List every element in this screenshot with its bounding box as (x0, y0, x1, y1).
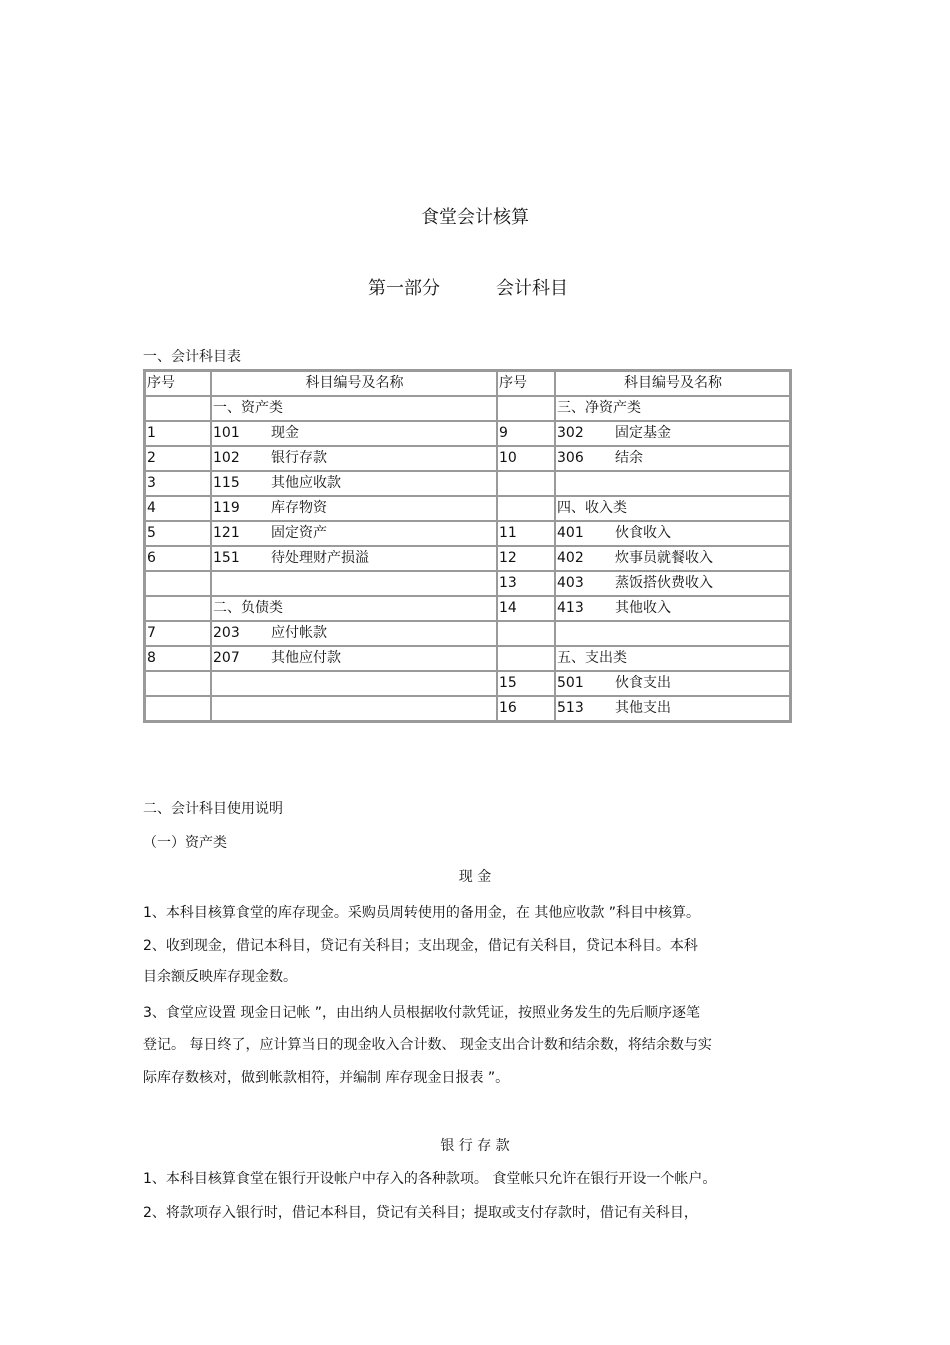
right-account-code: 302 (557, 425, 584, 441)
cash-paragraph-1: 1、本科目核算食堂的库存现金。采购员周转使用的备用金，在 其他应收款 ”科目中核算。 (143, 905, 701, 921)
left-account-name: 待处理财产损溢 (271, 550, 369, 566)
right-seq-cell: 15 (497, 671, 555, 696)
right-account-name: 伙食支出 (615, 675, 671, 691)
right-account-code: 403 (557, 575, 584, 591)
table-header-row (145, 371, 790, 396)
section-heading-usage: 二、会计科目使用说明 (143, 801, 283, 817)
table-row (145, 546, 790, 571)
right-seq-cell (497, 396, 555, 421)
right-account-name: 蒸饭搭伙费收入 (615, 575, 713, 591)
left-seq-cell: 4 (145, 496, 211, 521)
left-seq-cell (145, 696, 211, 721)
right-account-cell (555, 596, 790, 621)
right-account-cell (555, 571, 790, 596)
section-heading-account-table: 一、会计科目表 (143, 349, 241, 365)
left-seq-cell: 8 (145, 646, 211, 671)
right-account-name: 炊事员就餐收入 (615, 550, 713, 566)
left-account-code: 115 (213, 475, 240, 491)
account-table (143, 369, 792, 723)
right-seq-cell: 14 (497, 596, 555, 621)
right-account-code: 413 (557, 600, 584, 616)
bank-paragraph-1: 1、本科目核算食堂在银行开设帐户中存入的各种款项。 食堂帐只允许在银行开设一个帐户。 (143, 1171, 717, 1187)
left-account-cell (211, 696, 497, 721)
left-account-cell (211, 546, 497, 571)
left-seq-cell: 7 (145, 621, 211, 646)
left-seq-cell (145, 396, 211, 421)
left-seq-cell: 5 (145, 521, 211, 546)
left-account-code: 207 (213, 650, 240, 666)
right-seq-cell: 9 (497, 421, 555, 446)
right-account-cell (555, 421, 790, 446)
cash-paragraph-3c: 际库存数核对，做到帐款相符，并编制 库存现金日报表 ”。 (143, 1070, 510, 1086)
left-seq-cell: 1 (145, 421, 211, 446)
left-account-name: 应付帐款 (271, 625, 327, 641)
bank-paragraph-2: 2、将款项存入银行时，借记本科目，贷记有关科目；提取或支付存款时，借记有关科目， (143, 1205, 698, 1221)
left-seq-cell: 3 (145, 471, 211, 496)
right-account-code: 306 (557, 450, 584, 466)
right-account-cell (555, 621, 790, 646)
table-row (145, 696, 790, 721)
part-label: 第一部分 (368, 278, 440, 299)
right-seq-cell: 11 (497, 521, 555, 546)
header-name-right: 科目编号及名称 (555, 371, 790, 396)
right-seq-cell: 10 (497, 446, 555, 471)
right-seq-cell: 13 (497, 571, 555, 596)
table-row (145, 646, 790, 671)
left-account-cell (211, 646, 497, 671)
right-account-name: 五、支出类 (557, 650, 627, 666)
table-row (145, 421, 790, 446)
right-seq-cell: 12 (497, 546, 555, 571)
right-account-name: 伙食收入 (615, 525, 671, 541)
left-account-name: 银行存款 (271, 450, 327, 466)
left-account-name: 库存物资 (271, 500, 327, 516)
right-account-cell (555, 646, 790, 671)
left-account-code: 119 (213, 500, 240, 516)
left-account-code: 203 (213, 625, 240, 641)
left-account-cell (211, 521, 497, 546)
right-account-code: 501 (557, 675, 584, 691)
right-account-code: 401 (557, 525, 584, 541)
right-account-name: 结余 (615, 450, 643, 466)
cash-title: 现 金 (458, 869, 492, 885)
table-row (145, 521, 790, 546)
header-seq-right: 序号 (497, 371, 555, 396)
left-account-cell (211, 596, 497, 621)
left-account-cell (211, 671, 497, 696)
left-account-cell (211, 421, 497, 446)
left-account-code: 151 (213, 550, 240, 566)
left-account-name: 一、资产类 (213, 400, 283, 416)
bank-deposit-title: 银 行 存 款 (440, 1138, 510, 1154)
table-row (145, 596, 790, 621)
right-account-name: 四、收入类 (557, 500, 627, 516)
right-seq-cell (497, 496, 555, 521)
header-name-left: 科目编号及名称 (211, 371, 497, 396)
left-account-code: 121 (213, 525, 240, 541)
subsection-heading-assets: （一）资产类 (143, 835, 227, 851)
table-row (145, 446, 790, 471)
right-account-cell (555, 446, 790, 471)
left-account-cell (211, 621, 497, 646)
right-account-cell (555, 396, 790, 421)
right-account-cell (555, 671, 790, 696)
table-row (145, 471, 790, 496)
table-row (145, 571, 790, 596)
right-account-cell (555, 521, 790, 546)
right-seq-cell: 16 (497, 696, 555, 721)
left-seq-cell (145, 596, 211, 621)
right-account-cell (555, 471, 790, 496)
table-row (145, 496, 790, 521)
part-name: 会计科目 (496, 278, 568, 299)
left-seq-cell (145, 671, 211, 696)
left-account-name: 其他应付款 (271, 650, 341, 666)
left-seq-cell: 6 (145, 546, 211, 571)
left-account-cell (211, 446, 497, 471)
right-seq-cell (497, 621, 555, 646)
right-account-code: 402 (557, 550, 584, 566)
cash-paragraph-2a: 2、收到现金，借记本科目，贷记有关科目；支出现金，借记有关科目，贷记本科目。本科 (143, 938, 698, 954)
left-seq-cell: 2 (145, 446, 211, 471)
left-account-code: 102 (213, 450, 240, 466)
left-account-cell (211, 571, 497, 596)
table-row (145, 621, 790, 646)
header-seq-left: 序号 (145, 371, 211, 396)
table-row (145, 671, 790, 696)
left-account-cell (211, 496, 497, 521)
left-account-name: 二、负债类 (213, 600, 283, 616)
right-account-name: 其他收入 (615, 600, 671, 616)
right-account-name: 三、净资产类 (557, 400, 641, 416)
left-account-code: 101 (213, 425, 240, 441)
left-account-name: 现金 (271, 425, 299, 441)
left-account-name: 固定资产 (271, 525, 327, 541)
cash-paragraph-3b: 登记。 每日终了，应计算当日的现金收入合计数、 现金支出合计数和结余数，将结余数与实 (143, 1037, 712, 1053)
left-account-cell (211, 396, 497, 421)
cash-paragraph-3a: 3、食堂应设置 现金日记帐 ”，由出纳人员根据收付款凭证，按照业务发生的先后顺序逐笔 (143, 1005, 701, 1021)
right-account-name: 固定基金 (615, 425, 671, 441)
right-seq-cell (497, 471, 555, 496)
right-account-cell (555, 496, 790, 521)
left-account-cell (211, 471, 497, 496)
right-account-name: 其他支出 (615, 700, 671, 716)
doc-title: 食堂会计核算 (421, 207, 529, 228)
left-seq-cell (145, 571, 211, 596)
right-account-code: 513 (557, 700, 584, 716)
right-account-cell (555, 696, 790, 721)
cash-paragraph-2b: 目余额反映库存现金数。 (143, 969, 297, 985)
table-row (145, 396, 790, 421)
left-account-name: 其他应收款 (271, 475, 341, 491)
right-seq-cell (497, 646, 555, 671)
right-account-cell (555, 546, 790, 571)
